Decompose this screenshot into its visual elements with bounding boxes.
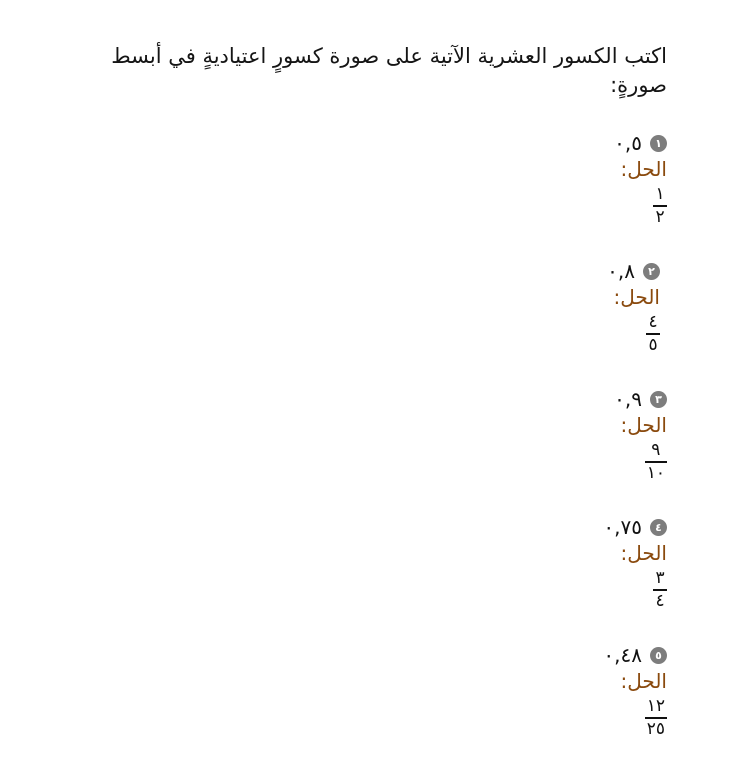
fraction-numerator: ٩	[651, 440, 661, 460]
decimal-value: ٠,٧٥	[603, 515, 642, 539]
number-badge: ١	[650, 135, 667, 152]
number-badge: ٥	[650, 647, 667, 664]
problem-3	[614, 386, 667, 483]
question-line	[603, 514, 667, 540]
fraction-numerator: ٤	[648, 312, 658, 332]
fraction-numerator: ٣	[655, 568, 665, 588]
fraction-denominator: ١٠	[646, 463, 665, 483]
fraction-denominator: ٢	[655, 207, 665, 227]
number-badge: ٣	[650, 391, 667, 408]
fraction-denominator: ٤	[655, 591, 665, 611]
problem-5	[603, 642, 667, 739]
question-line	[603, 642, 667, 668]
question-line	[607, 258, 660, 284]
decimal-value: ٠,٨	[607, 259, 635, 283]
fraction-answer	[645, 697, 667, 739]
question-line	[614, 130, 667, 156]
fraction-answer	[653, 569, 667, 611]
number-badge: ٢	[643, 263, 660, 280]
solution-label: الحل:	[620, 669, 667, 693]
fraction-denominator: ٢٥	[646, 719, 665, 739]
problem-4	[603, 514, 667, 611]
solution-label: الحل:	[620, 413, 667, 437]
solution-label: الحل:	[613, 285, 660, 309]
fraction-denominator: ٥	[648, 335, 658, 355]
fraction-answer	[645, 441, 667, 483]
number-badge: ٤	[650, 519, 667, 536]
decimal-value: ٠,٤٨	[603, 643, 642, 667]
fraction-numerator: ١٢	[646, 696, 665, 716]
fraction-numerator: ١	[655, 184, 665, 204]
solution-label: الحل:	[620, 541, 667, 565]
problem-1	[614, 130, 667, 227]
problem-2	[607, 258, 660, 355]
fraction-answer	[646, 313, 660, 355]
instruction-text: اكتب الكسور العشرية الآتية على صورة كسورٍ اعتياديةٍ في أبسط صورةٍ:	[111, 44, 667, 97]
decimal-value: ٠,٥	[614, 131, 642, 155]
question-line	[614, 386, 667, 412]
decimal-value: ٠,٩	[614, 387, 642, 411]
fraction-answer	[653, 185, 667, 227]
solution-label: الحل:	[620, 157, 667, 181]
